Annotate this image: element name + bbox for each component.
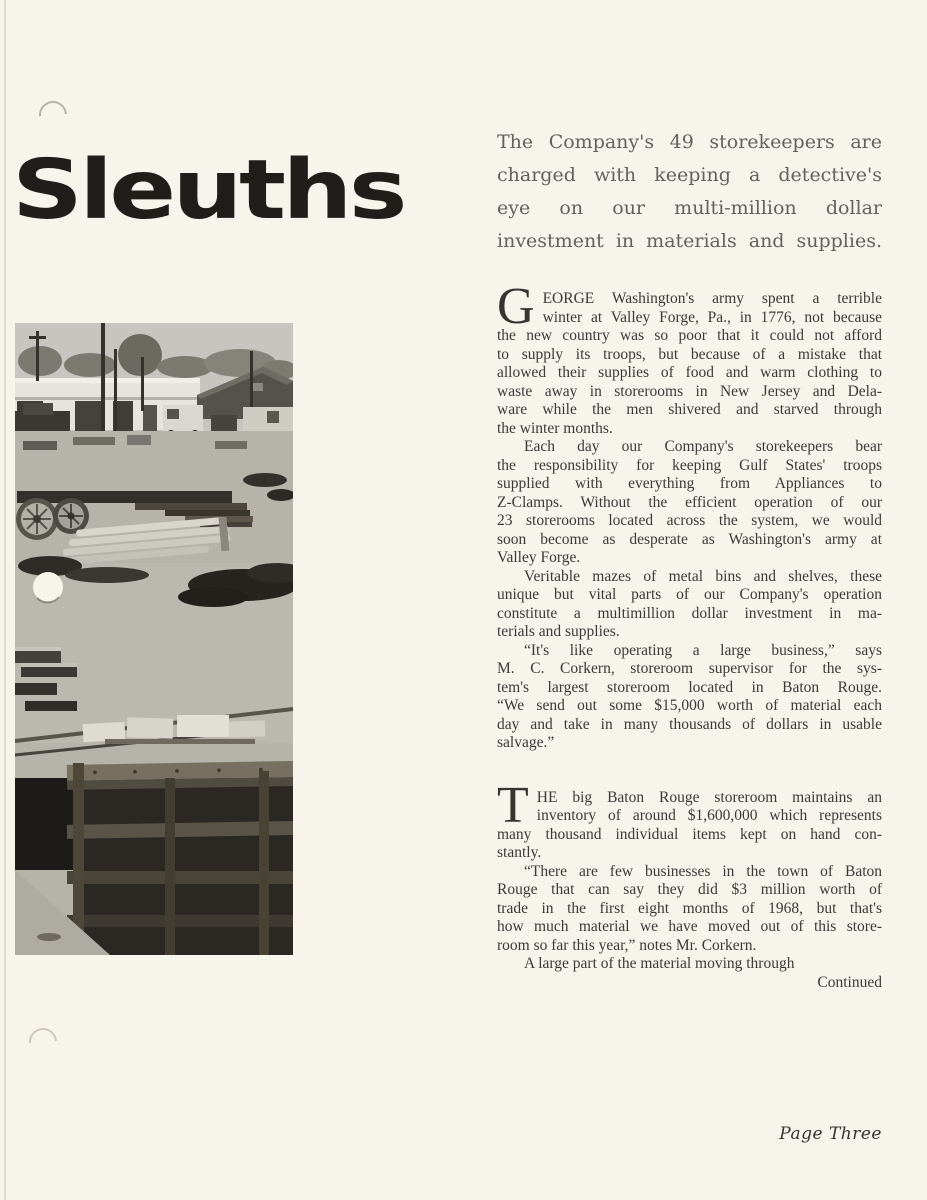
text-line: the new country was so poor that it could not afford (497, 327, 882, 344)
text-line: the responsibility for keeping Gulf States' troops (497, 456, 882, 474)
paragraph (497, 568, 882, 642)
text-line: to supply its troops, but because of a mistake that (497, 345, 882, 363)
text-line: Rouge that can say they did $3 million worth of (497, 881, 882, 898)
text-line: M. C. Corkern, storeroom supervisor for the sys- (497, 660, 882, 677)
hole-punch-top (33, 95, 72, 134)
text-line: waste away in storerooms in New Jersey and Dela- (497, 382, 882, 400)
intro-paragraph (497, 126, 882, 258)
paragraph (497, 278, 882, 438)
paragraph (497, 863, 882, 956)
page-number: Page Three (779, 1124, 882, 1144)
paragraph (497, 438, 882, 568)
page-edge-line (4, 0, 6, 1200)
text-line: winter at Valley Forge, Pa., in 1776, not because (542, 308, 882, 326)
text-line: tem's largest storeroom located in Baton Rouge. (497, 678, 882, 696)
dropcap: G (497, 278, 535, 335)
text-line: how much material we have moved out of this store- (497, 918, 882, 935)
text-line: day and take in many thousands of dollars in usable (497, 715, 882, 733)
intro-line: charged with keeping a detective's (497, 164, 882, 186)
text-line: room so far this year,” notes Mr. Corkern. (497, 936, 757, 954)
paragraph (497, 642, 882, 753)
article-body (497, 278, 882, 992)
text-line: HE big Baton Rouge storeroom maintains an (536, 788, 882, 806)
intro-line: eye on our multi-million dollar (497, 197, 882, 219)
text-line: Z-Clamps. Without the efficient operation of our (497, 493, 882, 511)
text-line: many thousand individual items kept on hand con- (497, 825, 882, 843)
page-title: Sleuths (12, 143, 404, 238)
dropcap: T (497, 776, 529, 834)
intro-line: The Company's 49 storekeepers are (497, 131, 882, 153)
intro-line: investment in materials and supplies. (497, 230, 882, 252)
text-line: supplied with everything from Appliances to (497, 475, 882, 492)
text-line: inventory of around $1,600,000 which represents (536, 807, 882, 824)
text-line: unique but vital parts of our Company's operation (497, 586, 882, 603)
paragraph (497, 776, 882, 863)
hole-punch-middle (33, 572, 63, 602)
text-line: allowed their supplies of food and warm clothing to (497, 364, 882, 381)
paragraph (497, 955, 882, 974)
text-line: salvage.” (497, 734, 555, 751)
hole-punch-bottom (23, 1022, 62, 1061)
text-line: 23 storerooms located across the system, we would (497, 512, 882, 529)
storeroom-yard-photo (15, 323, 293, 955)
text-line: “It's like operating a large business,” says (524, 641, 882, 659)
text-line: EORGE Washington's army spent a terrible (542, 290, 882, 307)
text-line: constitute a multimillion dollar investment in ma- (497, 604, 882, 622)
text-line: trade in the first eight months of 1968, but that's (497, 899, 882, 917)
text-line: stantly. (497, 844, 542, 861)
text-line: ware while the men shivered and starved through (497, 401, 882, 418)
text-line: terials and supplies. (497, 623, 620, 640)
text-line: soon become as desperate as Washington's army at (497, 530, 882, 548)
text-line: Each day our Company's storekeepers bear (524, 438, 882, 455)
text-line: “There are few businesses in the town of Baton (524, 862, 882, 880)
text-line: Veritable mazes of metal bins and shelves, these (524, 567, 882, 585)
text-line: A large part of the material moving through (524, 955, 795, 972)
continued-label: Continued (817, 973, 882, 991)
text-line: “We send out some $15,000 worth of material each (497, 697, 882, 714)
text-line: the winter months. (497, 419, 613, 437)
photo-foreground-rack (15, 761, 293, 955)
photo-illustration (15, 323, 293, 955)
text-line: Valley Forge. (497, 549, 581, 566)
